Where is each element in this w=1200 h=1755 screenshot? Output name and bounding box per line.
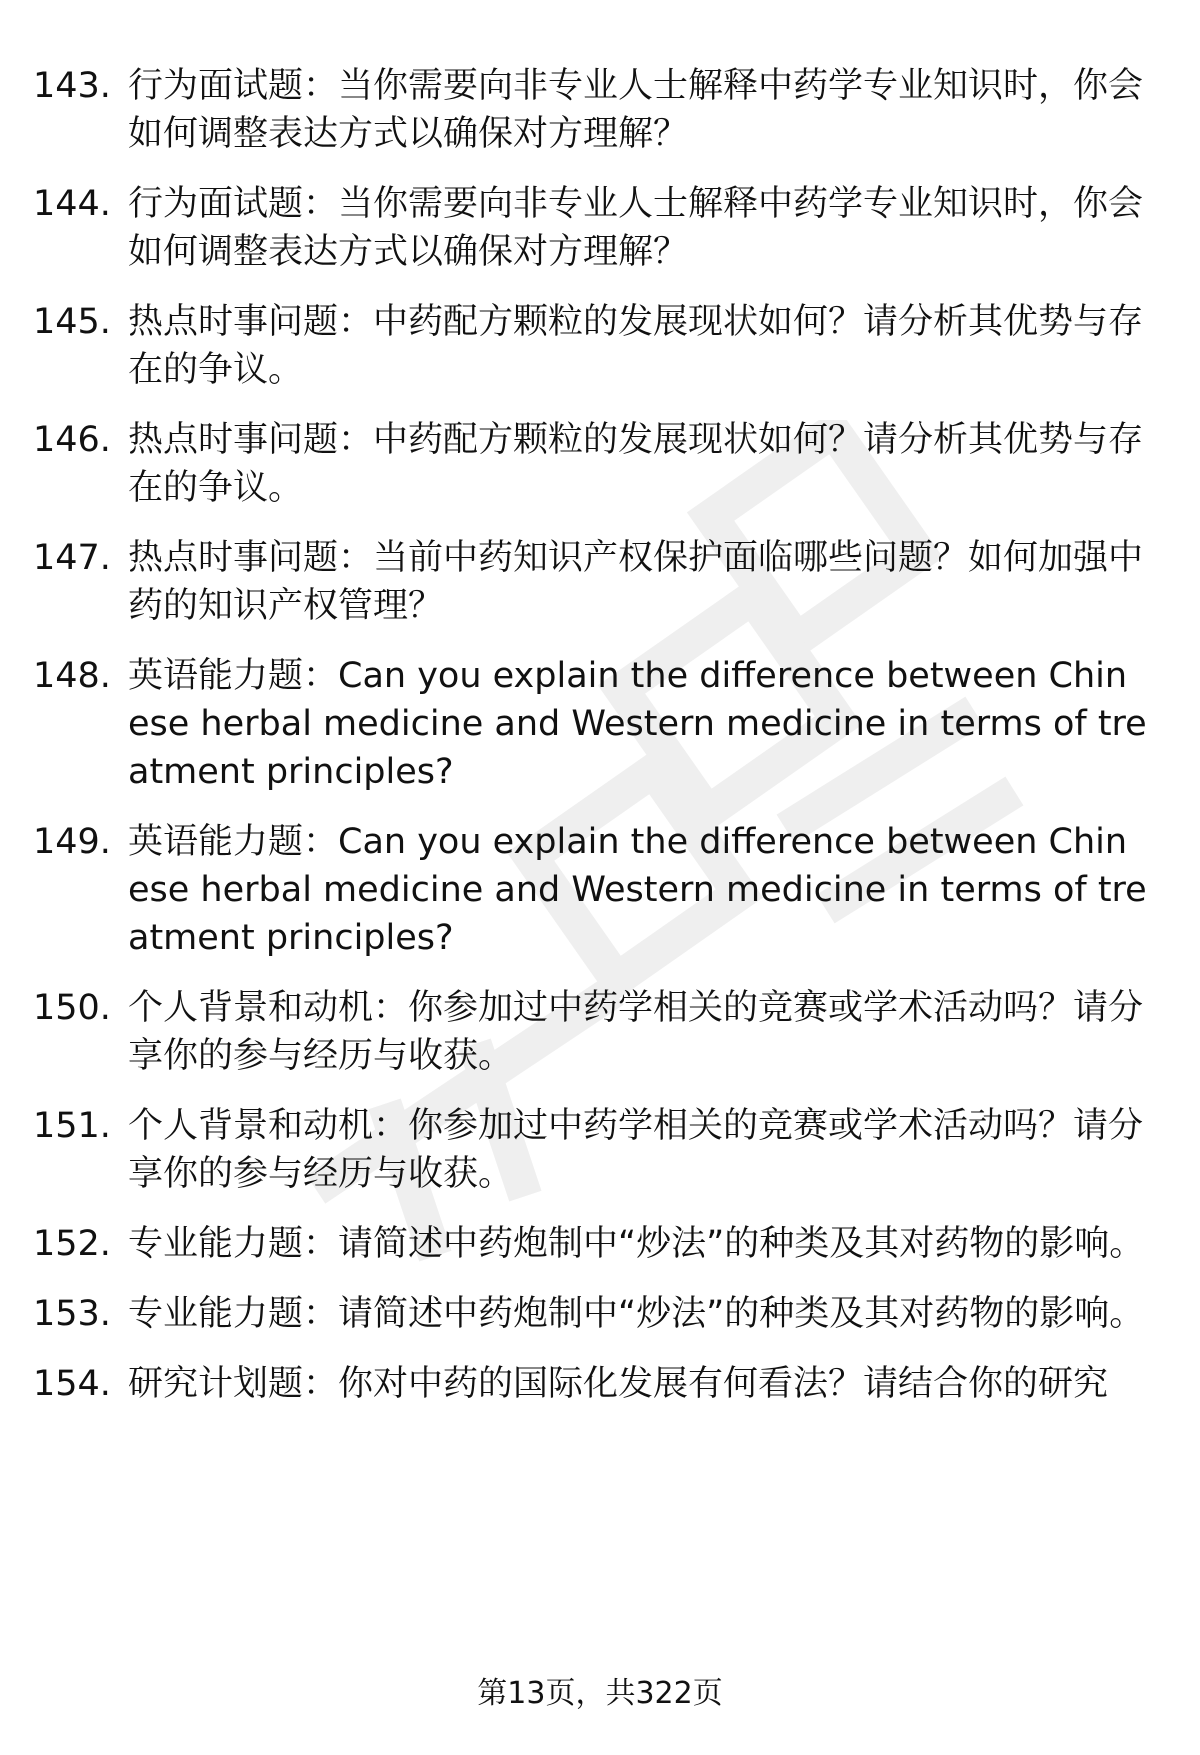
question-number: 146. — [33, 420, 111, 460]
question-text: 热点时事问题：中药配方颗粒的发展现状如何？请分析其优势与存在的争议。 — [128, 302, 1144, 390]
question-text: 行为面试题：当你需要向非专业人士解释中药学专业知识时，你会如何调整表达方式以确保对方理解？ — [128, 66, 1144, 154]
question-item — [0, 818, 1148, 962]
question-item — [0, 1102, 1148, 1198]
question-number: 145. — [33, 302, 111, 342]
question-text: 英语能力题：Can you explain the difference between Chinese herbal medicine and Western medicine in terms of treatment principles? — [128, 822, 1147, 958]
question-item — [0, 1220, 1148, 1268]
question-number: 147. — [33, 538, 111, 578]
question-number: 149. — [33, 822, 111, 862]
question-text: 个人背景和动机：你参加过中药学相关的竞赛或学术活动吗？请分享你的参与经历与收获。 — [128, 988, 1144, 1076]
question-item — [0, 1290, 1148, 1338]
question-number: 143. — [33, 66, 111, 106]
question-number: 152. — [33, 1224, 111, 1264]
question-item — [0, 416, 1148, 512]
question-text: 热点时事问题：中药配方颗粒的发展现状如何？请分析其优势与存在的争议。 — [128, 420, 1144, 508]
question-text: 英语能力题：Can you explain the difference between Chinese herbal medicine and Western medicine in terms of treatment principles? — [128, 656, 1147, 792]
question-text: 行为面试题：当你需要向非专业人士解释中药学专业知识时，你会如何调整表达方式以确保对方理解？ — [128, 184, 1144, 272]
question-number: 151. — [33, 1106, 111, 1146]
question-item — [0, 62, 1148, 158]
page-number-footer: 第13页，共322页 — [477, 1676, 723, 1711]
question-text: 专业能力题：请简述中药炮制中“炒法”的种类及其对药物的影响。 — [128, 1224, 1145, 1264]
question-text: 专业能力题：请简述中药炮制中“炒法”的种类及其对药物的影响。 — [128, 1294, 1145, 1334]
question-item — [0, 1360, 1148, 1408]
question-list — [0, 62, 1200, 1408]
question-number: 153. — [33, 1294, 111, 1334]
question-item — [0, 534, 1148, 630]
question-item — [0, 652, 1148, 796]
question-text: 热点时事问题：当前中药知识产权保护面临哪些问题？如何加强中药的知识产权管理？ — [128, 538, 1144, 626]
question-text: 研究计划题：你对中药的国际化发展有何看法？请结合你的研究 — [128, 1364, 1109, 1404]
question-item — [0, 298, 1148, 394]
question-number: 148. — [33, 656, 111, 696]
question-text: 个人背景和动机：你参加过中药学相关的竞赛或学术活动吗？请分享你的参与经历与收获。 — [128, 1106, 1144, 1194]
question-number: 150. — [33, 988, 111, 1028]
question-item — [0, 984, 1148, 1080]
question-number: 154. — [33, 1364, 111, 1404]
question-number: 144. — [33, 184, 111, 224]
question-item — [0, 180, 1148, 276]
